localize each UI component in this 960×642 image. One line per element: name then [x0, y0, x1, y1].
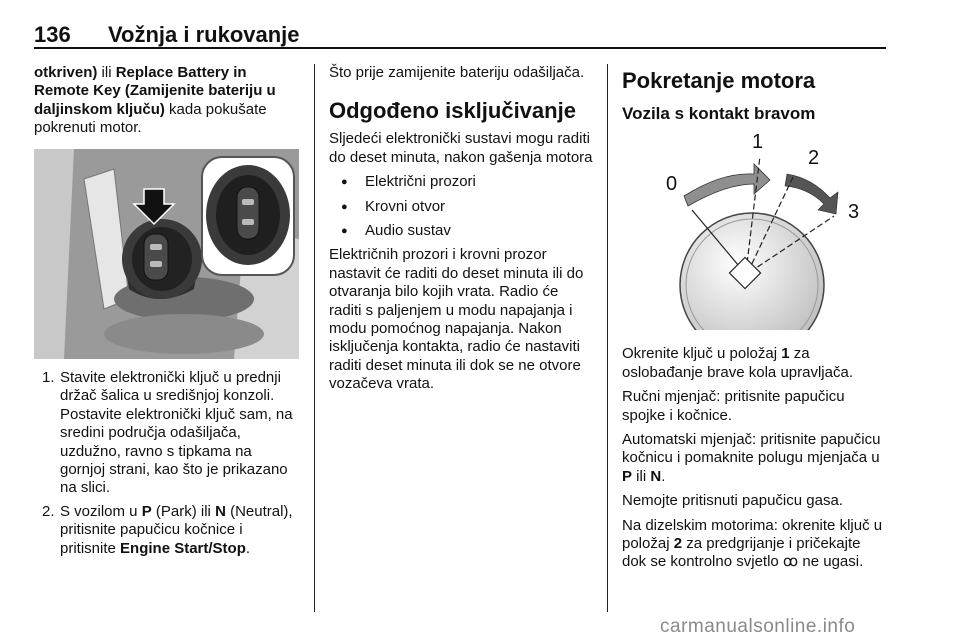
text-run: N [650, 467, 662, 485]
middle-column [329, 64, 593, 400]
text-run: Automatski mjenjač: pritisnite papučicu kočnicu i pomaknite polugu mjenjača u [622, 431, 881, 467]
instruction-para [622, 388, 888, 425]
page-number: 136 [34, 22, 71, 47]
step-text: . [245, 539, 251, 557]
middle-intro: Što prije zamijenite bateriju odašiljača. [329, 64, 585, 81]
systems-list [329, 173, 593, 240]
instruction-para [622, 517, 888, 572]
text-run: za predgrijanje i pričekajte dok se kontrolno svjetlo [622, 535, 861, 571]
glow-plug-icon: ꝏ [782, 553, 799, 571]
list-item: ● Krovni otvor [329, 198, 593, 216]
page-header [34, 0, 886, 49]
list-item: ● Audio sustav [329, 222, 593, 240]
instruction-para [622, 431, 888, 486]
text-run: ne ugasi. [798, 553, 864, 571]
list-item: ● Električni prozori [329, 173, 593, 191]
header-rule [34, 47, 886, 49]
column-divider [314, 64, 315, 612]
text-run: Nemojte pritisnuti papučicu gasa. [622, 492, 843, 510]
position-label: 3 [848, 201, 860, 223]
key-console-illustration [34, 149, 299, 359]
instruction-para [622, 492, 888, 510]
left-intro [34, 64, 299, 138]
text-run: Ručni mjenjač: pritisnite papučicu spojke i kočnice. [622, 388, 845, 424]
step-number: 1. [42, 369, 55, 386]
section-title: Vožnja i rukovanje [108, 22, 300, 47]
instruction-steps [34, 369, 299, 563]
instruction-para [622, 345, 888, 382]
text-run: P [622, 467, 633, 485]
position-label: 1 [752, 131, 764, 153]
intro-part: Replace Battery in Remote Key (Zamijenite bateriju u daljinskom ključu) [34, 64, 276, 118]
intro-part: ili [97, 64, 116, 81]
middle-para-1: Sljedeći elektronički sustavi mogu raditi do deset minuta, nakon gašenja motora [329, 130, 593, 166]
left-column [34, 64, 299, 557]
text-run: 1 [781, 345, 790, 363]
column-divider [607, 64, 608, 612]
text-run: Okrenite ključ u položaj [622, 345, 782, 363]
step-text: (Park) ili [151, 502, 216, 520]
step-text: S vozilom u [60, 502, 142, 520]
step-number: 2. [42, 502, 55, 520]
step-text: N [215, 502, 226, 520]
start-instructions [622, 345, 888, 571]
delayed-shutdown-heading: Odgođeno isključivanje [329, 98, 576, 124]
step-item [34, 369, 299, 498]
position-label: 0 [666, 173, 678, 195]
step-text: Stavite elektronički ključ u prednji držač šalica u središnjoj konzoli. Postavite elektronički ključ sam, na sredini područja odašiljača, uzdužno, ravno s tipkama na gornjoj strani, kao što je prikazano na slici. [60, 369, 293, 497]
right-column [622, 64, 888, 578]
intro-part: kada pokušate pokrenuti motor. [34, 100, 267, 137]
position-label: 2 [808, 147, 820, 169]
text-run: 2 [673, 535, 683, 553]
step-item [34, 503, 299, 558]
step-text: P [141, 502, 152, 520]
step-text: Engine Start/Stop [120, 539, 246, 557]
step-text: (Neutral), pritisnite papučicu kočnice i pritisnite [60, 502, 293, 557]
intro-part: otkriven) [34, 64, 98, 81]
text-run: Na dizelskim motorima: okrenite ključ u položaj [622, 516, 883, 553]
watermark: carmanualsonline.info [660, 616, 856, 637]
engine-start-heading: Pokretanje motora [622, 68, 816, 93]
text-run: za oslobađanje brave kola upravljača. [622, 345, 853, 381]
middle-para-2: Električnih prozori i krovni prozor nastavit će raditi do deset minuta ili do otvaranja bilo kojih vrata. Radio će raditi s paljenjem u modu napajanja i modu pomoćnog napajanja. Nakon isključenja kontakta, radio će nastaviti raditi deset minuta ili dok se ne otvore vozačeva vrata. [329, 246, 584, 393]
text-run: . [661, 467, 666, 485]
ignition-subheading: Vozila s kontakt bravom [622, 104, 816, 123]
text-run: ili [632, 467, 651, 485]
ignition-positions-diagram [622, 130, 888, 330]
